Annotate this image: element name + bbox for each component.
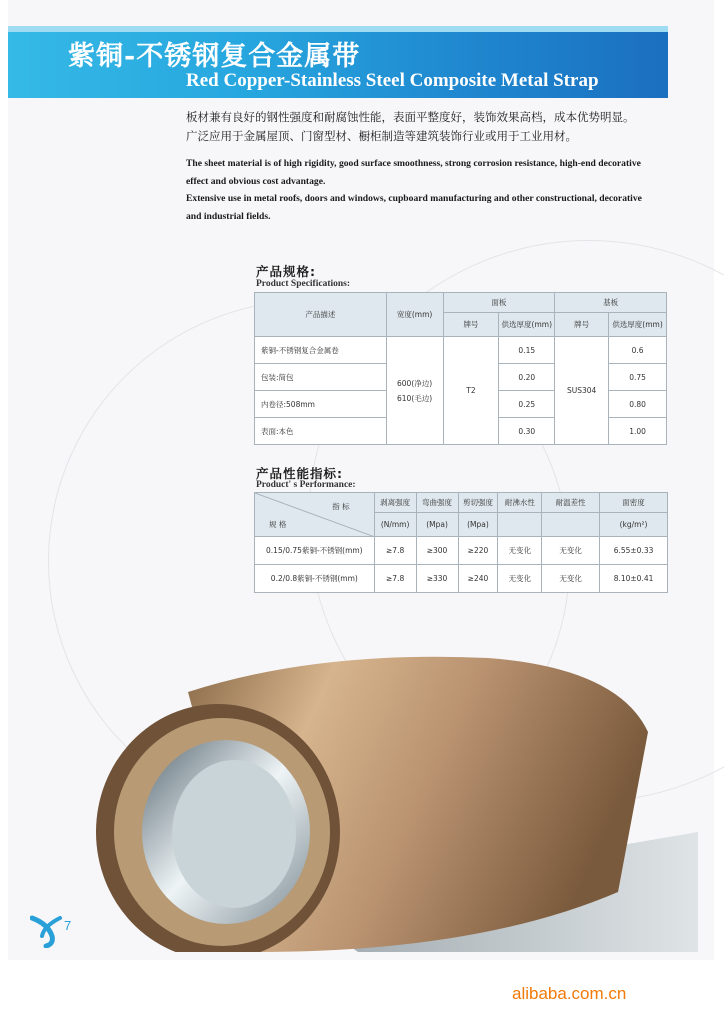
page-title-en: Red Copper-Stainless Steel Composite Metal Strap [186,70,599,91]
intro-text-en [186,155,672,225]
column-unit: (N/mm) [374,513,416,537]
page-number: 7 [64,918,72,933]
row-spec: 0.2/0.8紫铜-不锈钢(mm) [255,565,375,593]
page-title-cn: 紫铜-不锈钢复合金属带 [68,41,361,72]
row-value: 8.10±0.41 [600,565,668,593]
column-unit: (Mpa) [458,513,498,537]
row-spec: 0.15/0.75紫铜-不锈钢(mm) [255,537,375,565]
row-value: ≥330 [416,565,458,593]
column-name: 弯曲强度 [416,493,458,513]
column-name: 剪切强度 [458,493,498,513]
row-value: 6.55±0.33 [600,537,668,565]
performance-heading-en: Product' s Performance: [256,480,356,490]
table-row [255,565,668,593]
row-value: ≥240 [458,565,498,593]
header-base-thickness: 供选厚度(mm) [609,313,667,337]
spec-description-cell: 表面:本色 [255,418,387,445]
header-width: 宽度(mm) [386,293,443,337]
header-face-panel: 面板 [443,293,555,313]
intro-text-cn [186,108,672,146]
performance-heading-cn: 产品性能指标: [256,466,343,481]
column-name: 耐沸水性 [498,493,542,513]
corner-indicator-label: 指 标 [332,502,350,511]
width-net-edge: 600(净边) [397,378,433,388]
title-banner-highlight [8,26,668,32]
width-cell [386,337,443,445]
face-grade-cell: T2 [443,337,499,445]
face-thickness-cell: 0.25 [499,391,555,418]
intro-en-line: Extensive use in metal roofs, doors and windows, cupboard manufacturing and other constructional, decorative [186,193,642,204]
corner-spec-label: 规 格 [269,520,287,529]
intro-en-line: The sheet material is of high rigidity, good surface smoothness, strong corrosion resistance, high-end decorative [186,158,641,169]
row-value: ≥7.8 [374,537,416,565]
face-thickness-cell: 0.30 [499,418,555,445]
base-thickness-cell: 0.6 [609,337,667,364]
column-unit: (kg/m²) [600,513,668,537]
row-value: 无变化 [542,537,600,565]
intro-en-line: and industrial fields. [186,210,271,222]
column-name: 面密度 [600,493,668,513]
row-value: ≥300 [416,537,458,565]
face-thickness-cell: 0.15 [499,337,555,364]
header-base-panel: 基板 [555,293,667,313]
specifications-table [254,292,667,445]
column-unit [542,513,600,537]
row-value: ≥7.8 [374,565,416,593]
header-base-grade: 牌号 [555,313,609,337]
base-thickness-cell: 1.00 [609,418,667,445]
header-face-thickness: 供选厚度(mm) [499,313,555,337]
specs-heading-en: Product Specifications: [256,279,351,289]
intro-cn-line: 广泛应用于金属屋顶、门窗型材、橱柜制造等建筑装饰行业或用于工业用材。 [186,129,577,143]
corner-header-cell [255,493,375,537]
brand-logo-icon [30,914,64,948]
row-value: 无变化 [498,565,542,593]
base-thickness-cell: 0.75 [609,364,667,391]
table-row [255,537,668,565]
header-face-grade: 牌号 [443,313,499,337]
specs-heading-cn: 产品规格: [256,264,316,279]
row-value: 无变化 [498,537,542,565]
width-rough-edge: 610(毛边) [397,393,433,403]
column-name: 剥离强度 [374,493,416,513]
base-thickness-cell: 0.80 [609,391,667,418]
intro-cn-line: 板材兼有良好的钢性强度和耐腐蚀性能，表面平整度好，装饰效果高档，成本优势明显。 [186,110,635,124]
performance-table [254,492,668,593]
row-value: 无变化 [542,565,600,593]
spec-description-cell: 包装:简包 [255,364,387,391]
header-description: 产品描述 [255,293,387,337]
spec-description-cell: 内卷径:508mm [255,391,387,418]
intro-en-line: effect and obvious cost advantage. [186,175,326,187]
diagonal-line-icon [255,493,375,537]
metal-coil-image [58,652,698,952]
base-grade-cell: SUS304 [555,337,609,445]
source-watermark: alibaba.com.cn [512,984,627,1003]
column-unit: (Mpa) [416,513,458,537]
spec-description-cell: 紫铜-不锈钢复合金属卷 [255,337,387,364]
column-name: 耐温差性 [542,493,600,513]
column-unit [498,513,542,537]
row-value: ≥220 [458,537,498,565]
face-thickness-cell: 0.20 [499,364,555,391]
